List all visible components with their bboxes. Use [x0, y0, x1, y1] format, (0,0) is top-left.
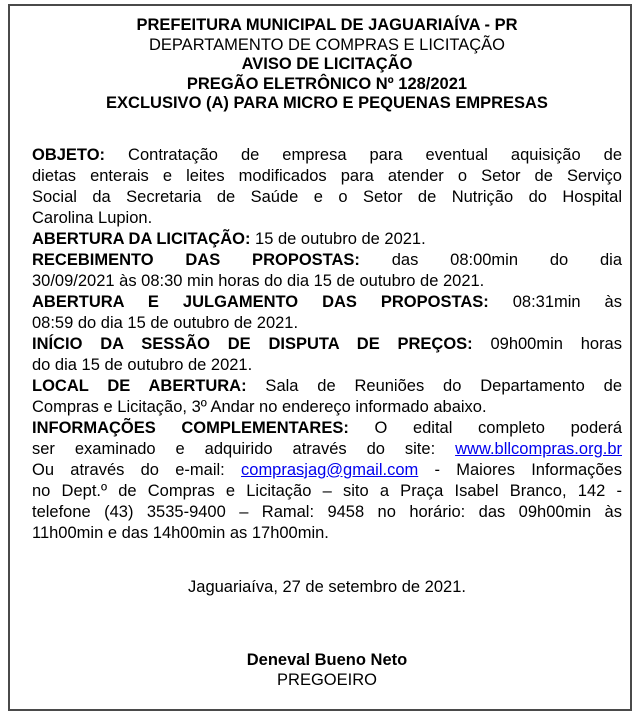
body-text-run: Ou através do e-mail:	[32, 460, 242, 479]
body-line	[32, 187, 622, 208]
body-text-run: 08:31min às	[488, 292, 622, 311]
header-exclusivity-note: EXCLUSIVO (A) PARA MICRO E PEQUENAS EMPRESAS	[106, 94, 548, 112]
document-page	[8, 4, 632, 711]
body-text-run: Contratação de empresa para eventual aquisição de	[105, 145, 622, 164]
body-text-run: telefone (43) 3535-9400 – Ramal: 9458 no horário: das 09h00min às	[32, 502, 622, 521]
body-text-run: 11h00min e das 14h00min as 17h00min.	[32, 523, 329, 542]
body-line	[32, 292, 622, 313]
header-org-name: PREFEITURA MUNICIPAL DE JAGUARIAÍVA - PR	[136, 16, 518, 34]
body-text-run: Sala de Reuniões do Departamento de	[246, 376, 622, 395]
body-line	[32, 334, 622, 355]
body-text-run: Carolina Lupion.	[32, 208, 153, 227]
email-link[interactable]: comprasjag@gmail.com	[241, 460, 419, 479]
body-label: ABERTURA DA LICITAÇÃO:	[32, 229, 251, 248]
body-text-run: das 08:00min do dia	[359, 250, 622, 269]
body-label: INFORMAÇÕES COMPLEMENTARES:	[32, 418, 349, 437]
body-line	[32, 166, 622, 187]
body-line	[32, 271, 622, 292]
body-line	[32, 460, 622, 481]
body-text-run: 08:59 do dia 15 de outubro de 2021.	[32, 313, 299, 332]
body-text-run: 09h00min horas	[472, 334, 622, 353]
body-line	[32, 418, 622, 439]
body-line	[32, 250, 622, 271]
document-body	[32, 145, 622, 544]
body-text-run: 15 de outubro de 2021.	[250, 229, 426, 248]
signature-name: Deneval Bueno Neto	[246, 650, 408, 669]
body-line	[32, 208, 622, 229]
body-text-run: - Maiores Informações	[418, 460, 622, 479]
body-line	[32, 355, 622, 376]
body-line	[32, 376, 622, 397]
date-line: Jaguariaíva, 27 de setembro de 2021.	[188, 577, 466, 596]
body-text-run: Compras e Licitação, 3º Andar no endereço informado abaixo.	[32, 397, 487, 416]
body-text-run: Social da Secretaria de Saúde e o Setor de Nutrição do Hospital	[32, 187, 622, 206]
body-label: ABERTURA E JULGAMENTO DAS PROPOSTAS:	[32, 292, 489, 311]
header-auction-number: PREGÃO ELETRÔNICO Nº 128/2021	[186, 74, 468, 93]
body-line	[32, 502, 622, 523]
body-text-run: dietas enterais e leites modificados para atender o Setor de Serviço	[32, 166, 622, 185]
header-department: DEPARTAMENTO DE COMPRAS E LICITAÇÃO	[148, 35, 506, 54]
body-line	[32, 523, 622, 544]
signature-block	[32, 650, 622, 691]
body-line	[32, 145, 622, 166]
body-label: OBJETO:	[32, 145, 106, 164]
document-header	[32, 16, 622, 114]
header-notice-title: AVISO DE LICITAÇÃO	[241, 55, 413, 73]
body-label: LOCAL DE ABERTURA:	[32, 376, 247, 395]
body-line	[32, 481, 622, 502]
body-line	[32, 439, 622, 460]
body-line	[32, 397, 622, 418]
body-label: RECEBIMENTO DAS PROPOSTAS:	[32, 250, 360, 269]
body-text-run: no Dept.º de Compras e Licitação – sito a Praça Isabel Branco, 142 -	[32, 481, 622, 500]
body-text-run: O edital completo poderá	[348, 418, 623, 437]
body-text-run: ser examinado e adquirido através do site:	[32, 439, 456, 458]
site-link[interactable]: www.bllcompras.org.br	[455, 439, 622, 458]
body-text-run: do dia 15 de outubro de 2021.	[32, 355, 253, 374]
body-label: INÍCIO DA SESSÃO DE DISPUTA DE PREÇOS:	[32, 334, 473, 353]
body-line	[32, 229, 622, 250]
body-line	[32, 313, 622, 334]
signature-role: PREGOEIRO	[277, 671, 377, 689]
body-text-run: 30/09/2021 às 08:30 min horas do dia 15 de outubro de 2021.	[32, 271, 485, 290]
